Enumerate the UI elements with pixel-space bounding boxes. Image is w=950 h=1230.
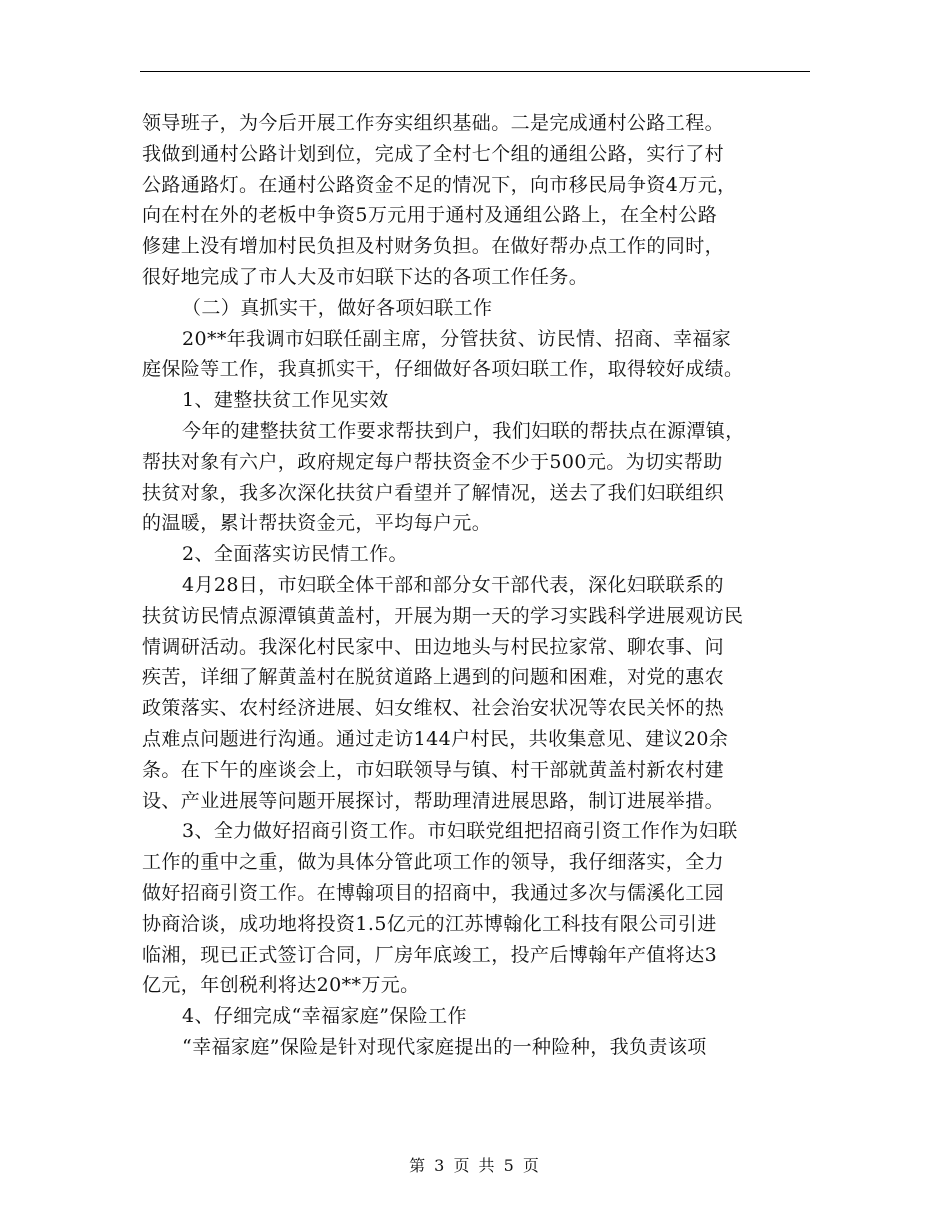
text-line: 帮扶对象有六户，政府规定每户帮扶资金不少于500元。为切实帮助 <box>142 450 723 473</box>
text-line: 庭保险等工作，我真抓实干，仔细做好各项妇联工作，取得较好成绩。 <box>142 358 744 381</box>
text-line: 情调研活动。我深化村民家中、田边地头与村民拉家常、聊农事、问 <box>142 635 725 658</box>
text-line: （二）真抓实干，做好各项妇联工作 <box>182 296 493 319</box>
text-line: 2、全面落实访民情工作。 <box>182 543 408 566</box>
text-line: 1、建整扶贫工作见实效 <box>182 389 389 412</box>
text-line: 4、仔细完成“幸福家庭”保险工作 <box>182 1005 467 1028</box>
text-line: 设、产业进展等问题开展探讨，帮助理清进展思路，制订进展举措。 <box>142 789 725 812</box>
text-line: 疾苦，详细了解黄盖村在脱贫道路上遇到的问题和困难，对党的惠农 <box>142 666 725 689</box>
text-line: 领导班子，为今后开展工作夯实组织基础。二是完成通村公路工程。 <box>142 112 725 134</box>
text-line: 我做到通村公路计划到位，完成了全村七个组的通组公路，实行了村 <box>142 142 725 165</box>
text-line: 今年的建整扶贫工作要求帮扶到户，我们妇联的帮扶点在源潭镇， <box>182 419 745 442</box>
text-line: 政策落实、农村经济进展、妇女维权、社会治安状况等农民关怀的热 <box>142 697 725 720</box>
header-rule <box>140 71 810 72</box>
text-line: 临湘，现已正式签订合同，厂房年底竣工，投产后博翰年产值将达3 <box>142 943 718 966</box>
text-line: 很好地完成了市人大及市妇联下达的各项工作任务。 <box>142 265 589 288</box>
text-line: 扶贫对象，我多次深化扶贫户看望并了解情况，送去了我们妇联组织 <box>142 481 725 504</box>
text-line: “幸福家庭”保险是针对现代家庭提出的一种险种，我负责该项 <box>182 1035 707 1058</box>
text-line: 公路通路灯。在通村公路资金不足的情况下，向市移民局争资4万元， <box>142 173 737 196</box>
text-line: 协商洽谈，成功地将投资1.5亿元的江苏博翰化工科技有限公司引进 <box>142 912 717 935</box>
text-line: 向在村在外的老板中争资5万元用于通村及通组公路上，在全村公路 <box>142 204 718 227</box>
text-line: 扶贫访民情点源潭镇黄盖村，开展为期一天的学习实践科学进展观访民 <box>142 604 744 627</box>
body-text <box>142 108 810 1063</box>
text-line: 20**年我调市妇联任副主席，分管扶贫、访民情、招商、幸福家 <box>182 327 732 350</box>
text-line: 4月28日，市妇联全体干部和部分女干部代表，深化妇联联系的 <box>182 573 724 596</box>
text-line: 3、全力做好招商引资工作。市妇联党组把招商引资工作作为妇联 <box>182 820 738 843</box>
text-line: 亿元，年创税利将达20**万元。 <box>142 974 420 997</box>
text-line: 点难点问题进行沟通。通过走访144户村民，共收集意见、建议20余 <box>142 727 729 750</box>
text-line: 条。在下午的座谈会上，市妇联领导与镇、村干部就黄盖村新农村建 <box>142 758 725 781</box>
page-footer: 第 3 页 共 5 页 <box>409 1156 541 1175</box>
text-line: 的温暖，累计帮扶资金元，平均每户元。 <box>142 512 492 535</box>
text-line: 做好招商引资工作。在博翰项目的招商中，我通过多次与儒溪化工园 <box>142 881 725 904</box>
text-line: 工作的重中之重，做为具体分管此项工作的领导，我仔细落实，全力 <box>142 851 725 874</box>
text-line: 修建上没有增加村民负担及村财务负担。在做好帮办点工作的同时， <box>142 235 725 258</box>
